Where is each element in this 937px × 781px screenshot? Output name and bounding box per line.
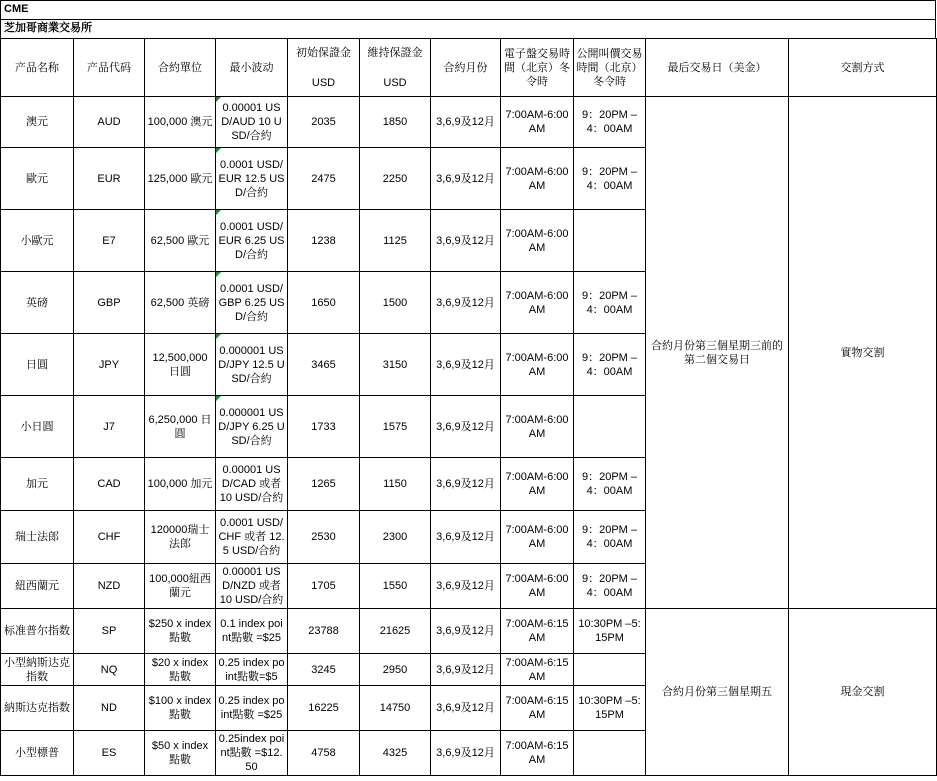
tick-size-cell: 0.0001 USD/GBP 6.25 USD/合約 (216, 272, 288, 334)
col-header-unit: 合約單位 (145, 39, 216, 97)
electronic-hours-cell: 7:00AM-6:00AM (501, 148, 574, 210)
tick-size-cell: 0.1 index point點數 =$25 (216, 609, 288, 654)
maintenance-margin-cell: 1150 (360, 458, 431, 511)
initial-margin-cell: 16225 (288, 686, 360, 731)
fx-last-trading-day-cell: 合約月份第三個星期三前的第二個交易日 (646, 97, 789, 609)
electronic-hours-cell: 7:00AM-6:00AM (501, 511, 574, 564)
table-row (1, 609, 937, 654)
col-header-settlement: 交割方式 (789, 39, 937, 97)
contract-unit-cell: $100 x index 點數 (145, 686, 216, 731)
maintenance-margin-cell: 14750 (360, 686, 431, 731)
index-settlement-cell: 現金交割 (789, 609, 937, 776)
product-name-cell: 小型納斯达克指数 (1, 654, 74, 686)
contract-months-cell: 3,6,9及12月 (431, 609, 501, 654)
initial-margin-cell: 1238 (288, 210, 360, 272)
product-code-cell: JPY (74, 334, 145, 396)
electronic-hours-cell: 7:00AM-6:00AM (501, 210, 574, 272)
electronic-hours-cell: 7:00AM-6:15AM (501, 609, 574, 654)
pit-hours-cell: 9：20PM –4：00AM (574, 564, 646, 609)
pit-hours-cell (574, 210, 646, 272)
table-row (1, 97, 937, 148)
product-code-cell: GBP (74, 272, 145, 334)
pit-hours-cell: 10:30PM –5:15PM (574, 609, 646, 654)
contract-unit-cell: 100,000 澳元 (145, 97, 216, 148)
col-header-pit-hours: 公開叫價交易時間（北京）冬令時 (574, 39, 646, 97)
contract-months-cell: 3,6,9及12月 (431, 686, 501, 731)
product-name-cell: 日圓 (1, 334, 74, 396)
electronic-hours-cell: 7:00AM-6:00AM (501, 396, 574, 458)
contract-unit-cell: 100,000 加元 (145, 458, 216, 511)
product-name-cell: 加元 (1, 458, 74, 511)
maintenance-margin-label: 維持保證金 (367, 46, 423, 59)
pit-hours-cell (574, 396, 646, 458)
initial-margin-cell: 2530 (288, 511, 360, 564)
product-name-cell: 标准普尔指数 (1, 609, 74, 654)
initial-margin-cell: 1650 (288, 272, 360, 334)
col-header-name: 产品名称 (1, 39, 74, 97)
product-code-cell: NZD (74, 564, 145, 609)
tick-size-cell: 0.00001 USD/AUD 10 USD/合約 (216, 97, 288, 148)
contract-months-cell: 3,6,9及12月 (431, 731, 501, 776)
col-header-last-trading-day: 最后交易日（美金） (646, 39, 789, 97)
tick-size-cell: 0.0001 USD/EUR 6.25 USD/合約 (216, 210, 288, 272)
initial-margin-label: 初始保證金 (296, 46, 351, 59)
contract-unit-cell: 62,500 英磅 (145, 272, 216, 334)
initial-margin-cell: 3465 (288, 334, 360, 396)
product-name-cell: 英磅 (1, 272, 74, 334)
tick-size-cell: 0.00001 USD/CAD 或者 10 USD/合約 (216, 458, 288, 511)
electronic-hours-cell: 7:00AM-6:15AM (501, 654, 574, 686)
contract-unit-cell: $50 x index點數 (145, 731, 216, 776)
electronic-hours-cell: 7:00AM-6:15AM (501, 731, 574, 776)
product-name-cell: 小歐元 (1, 210, 74, 272)
electronic-hours-cell: 7:00AM-6:00AM (501, 334, 574, 396)
contract-unit-cell: 100,000紐西蘭元 (145, 564, 216, 609)
pit-hours-cell: 9：20PM –4：00AM (574, 272, 646, 334)
contract-unit-cell: $250 x index 點數 (145, 609, 216, 654)
maintenance-margin-cell: 1500 (360, 272, 431, 334)
product-code-cell: SP (74, 609, 145, 654)
contract-unit-cell: 12,500,000 日圓 (145, 334, 216, 396)
fx-settlement-cell: 實物交割 (789, 97, 937, 609)
initial-margin-cell: 2475 (288, 148, 360, 210)
exchange-name: 芝加哥商業交易所 (0, 19, 936, 38)
product-code-cell: NQ (74, 654, 145, 686)
electronic-hours-cell: 7:00AM-6:15AM (501, 686, 574, 731)
product-code-cell: J7 (74, 396, 145, 458)
electronic-hours-cell: 7:00AM-6:00AM (501, 272, 574, 334)
contract-months-cell: 3,6,9及12月 (431, 458, 501, 511)
contract-months-cell: 3,6,9及12月 (431, 97, 501, 148)
initial-margin-cell: 3245 (288, 654, 360, 686)
electronic-hours-cell: 7:00AM-6:00AM (501, 97, 574, 148)
exchange-code: CME (0, 0, 936, 19)
table-body (1, 97, 937, 776)
pit-hours-cell: 9：20PM –4：00AM (574, 148, 646, 210)
product-code-cell: AUD (74, 97, 145, 148)
maintenance-margin-cell: 1125 (360, 210, 431, 272)
contract-months-cell: 3,6,9及12月 (431, 272, 501, 334)
product-code-cell: CAD (74, 458, 145, 511)
electronic-hours-cell: 7:00AM-6:00AM (501, 458, 574, 511)
contract-unit-cell: 120000瑞士法郎 (145, 511, 216, 564)
maintenance-margin-unit: USD (383, 76, 407, 89)
product-name-cell: 小日圓 (1, 396, 74, 458)
product-code-cell: ES (74, 731, 145, 776)
col-header-electronic-hours: 電子盤交易時間（北京）冬令時 (501, 39, 574, 97)
col-header-months: 合約月份 (431, 39, 501, 97)
pit-hours-cell (574, 654, 646, 686)
product-code-cell: E7 (74, 210, 145, 272)
contract-months-cell: 3,6,9及12月 (431, 396, 501, 458)
tick-size-cell: 0.25index point點數 =$12.50 (216, 731, 288, 776)
initial-margin-cell: 23788 (288, 609, 360, 654)
contract-months-cell: 3,6,9及12月 (431, 148, 501, 210)
header-row (1, 39, 937, 97)
col-header-maintenance-margin (360, 39, 431, 97)
pit-hours-cell: 9：20PM –4：00AM (574, 458, 646, 511)
electronic-hours-cell: 7:00AM-6:00AM (501, 564, 574, 609)
maintenance-margin-cell: 2250 (360, 148, 431, 210)
pit-hours-cell: 9：20PM –4：00AM (574, 334, 646, 396)
tick-size-cell: 0.0001 USD/CHF 或者 12.5 USD/合約 (216, 511, 288, 564)
product-code-cell: CHF (74, 511, 145, 564)
maintenance-margin-cell: 1550 (360, 564, 431, 609)
initial-margin-cell: 1705 (288, 564, 360, 609)
contract-unit-cell: 6,250,000 日圓 (145, 396, 216, 458)
maintenance-margin-cell: 4325 (360, 731, 431, 776)
contract-months-cell: 3,6,9及12月 (431, 511, 501, 564)
tick-size-cell: 0.25 index point點數=$5 (216, 654, 288, 686)
contract-months-cell: 3,6,9及12月 (431, 654, 501, 686)
tick-size-cell: 0.0001 USD/EUR 12.5 USD/合約 (216, 148, 288, 210)
pit-hours-cell (574, 731, 646, 776)
tick-size-cell: 0.00001 USD/NZD 或者 10 USD/合約 (216, 564, 288, 609)
product-name-cell: 納斯达克指数 (1, 686, 74, 731)
contract-months-cell: 3,6,9及12月 (431, 334, 501, 396)
product-name-cell: 澳元 (1, 97, 74, 148)
tick-size-cell: 0.000001 USD/JPY 12.5 USD/合約 (216, 334, 288, 396)
product-code-cell: EUR (74, 148, 145, 210)
maintenance-margin-cell: 21625 (360, 609, 431, 654)
tick-size-cell: 0.000001 USD/JPY 6.25 USD/合約 (216, 396, 288, 458)
contract-months-cell: 3,6,9及12月 (431, 210, 501, 272)
pit-hours-cell: 9：20PM –4：00AM (574, 511, 646, 564)
product-name-cell: 小型標普 (1, 731, 74, 776)
contract-unit-cell: 62,500 歐元 (145, 210, 216, 272)
contract-unit-cell: $20 x index點數 (145, 654, 216, 686)
contract-months-cell: 3,6,9及12月 (431, 564, 501, 609)
maintenance-margin-cell: 1850 (360, 97, 431, 148)
initial-margin-cell: 1733 (288, 396, 360, 458)
product-name-cell: 瑞士法郎 (1, 511, 74, 564)
contract-table (0, 38, 937, 776)
col-header-initial-margin (288, 39, 360, 97)
product-name-cell: 歐元 (1, 148, 74, 210)
index-last-trading-day-cell: 合約月份第三個星期五 (646, 609, 789, 776)
tick-size-cell: 0.25 index point點數 =$25 (216, 686, 288, 731)
initial-margin-unit: USD (311, 76, 336, 89)
col-header-code: 产品代码 (74, 39, 145, 97)
col-header-tick: 最小波动 (216, 39, 288, 97)
initial-margin-cell: 4758 (288, 731, 360, 776)
product-code-cell: ND (74, 686, 145, 731)
contract-unit-cell: 125,000 歐元 (145, 148, 216, 210)
maintenance-margin-cell: 3150 (360, 334, 431, 396)
maintenance-margin-cell: 1575 (360, 396, 431, 458)
initial-margin-cell: 2035 (288, 97, 360, 148)
product-name-cell: 紐西蘭元 (1, 564, 74, 609)
maintenance-margin-cell: 2950 (360, 654, 431, 686)
maintenance-margin-cell: 2300 (360, 511, 431, 564)
pit-hours-cell: 10:30PM –5:15PM (574, 686, 646, 731)
pit-hours-cell: 9：20PM –4：00AM (574, 97, 646, 148)
initial-margin-cell: 1265 (288, 458, 360, 511)
